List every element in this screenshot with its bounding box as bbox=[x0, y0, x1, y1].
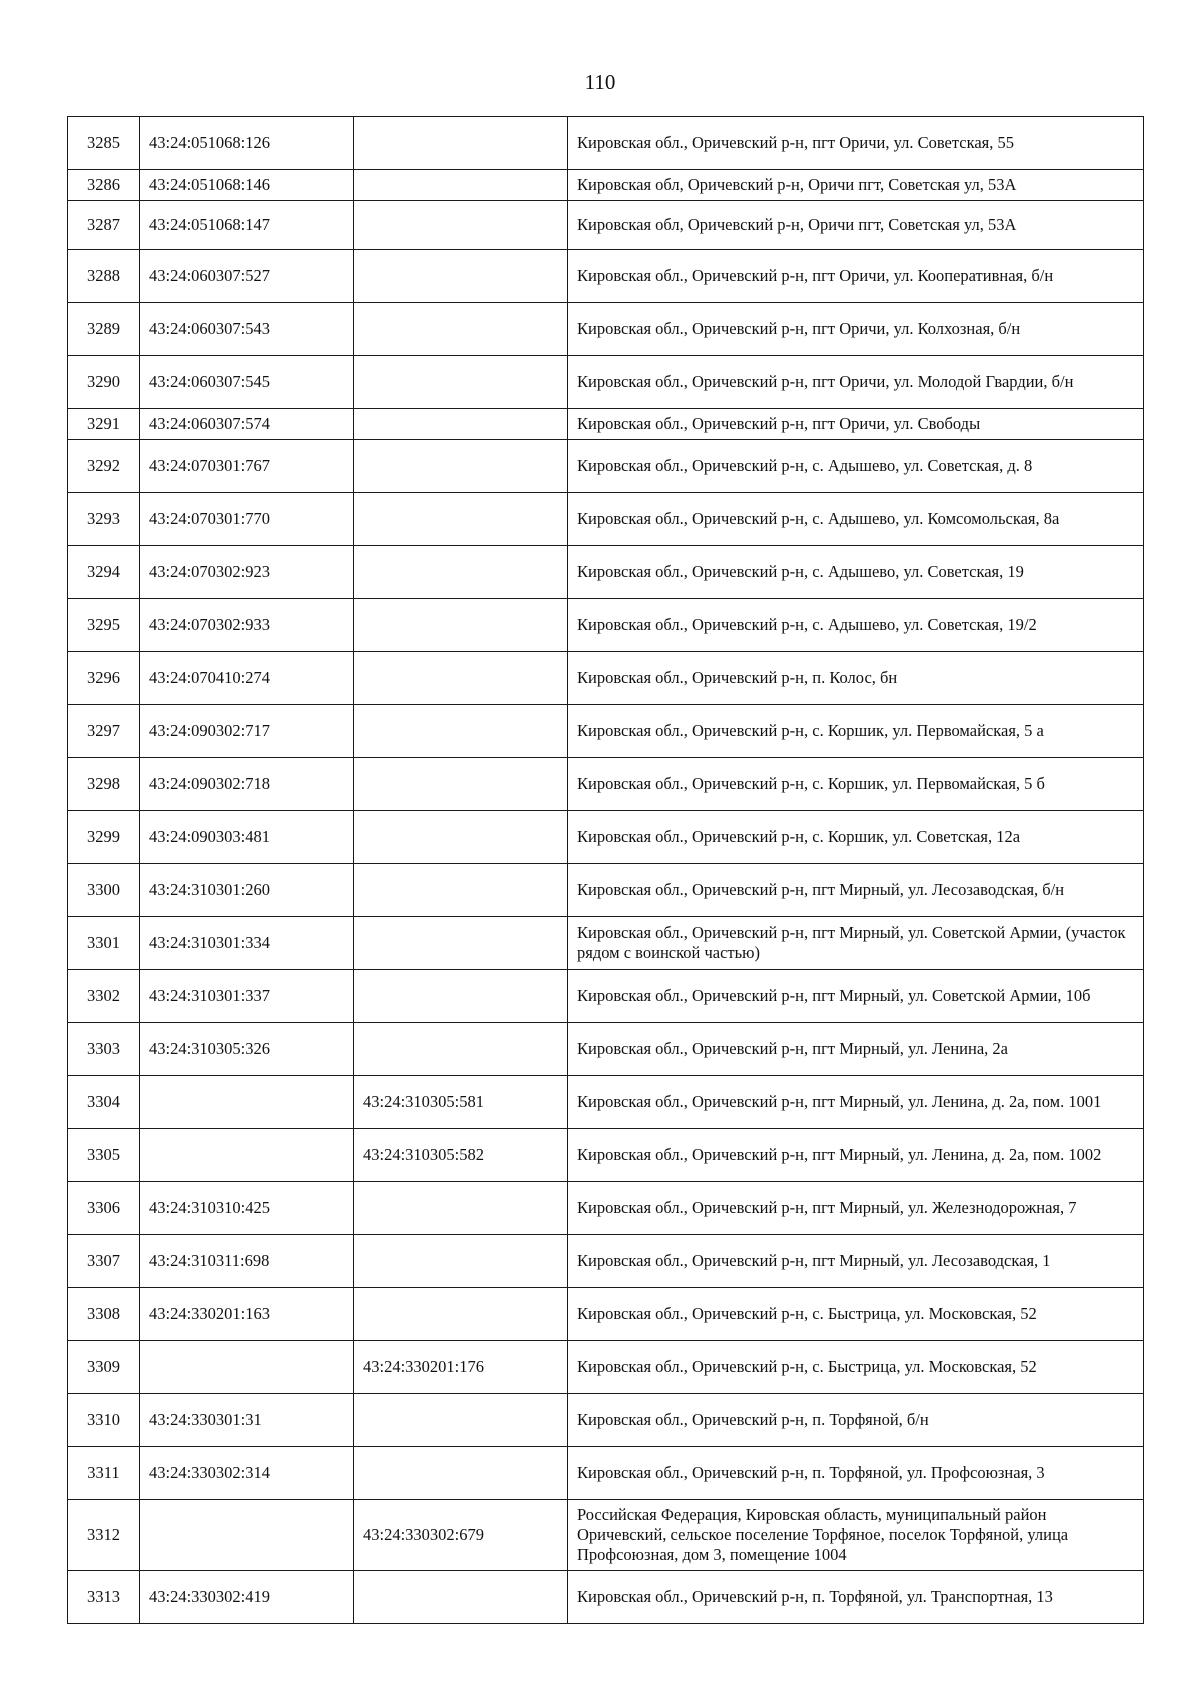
address-cell: Кировская обл., Оричевский р-н, п. Торфяной, ул. Транспортная, 13 bbox=[568, 1571, 1144, 1624]
cadastral-number-cell: 43:24:060307:527 bbox=[140, 250, 354, 303]
table-row bbox=[68, 1447, 1144, 1500]
table-row bbox=[68, 758, 1144, 811]
table-row bbox=[68, 1023, 1144, 1076]
table-row bbox=[68, 440, 1144, 493]
row-number-cell: 3305 bbox=[68, 1129, 140, 1182]
address-cell: Кировская обл., Оричевский р-н, пгт Мирный, ул. Лесозаводская, 1 bbox=[568, 1235, 1144, 1288]
registry-table-body bbox=[68, 117, 1144, 1624]
table-row bbox=[68, 170, 1144, 201]
premises-number-cell bbox=[354, 864, 568, 917]
row-number-cell: 3292 bbox=[68, 440, 140, 493]
table-row bbox=[68, 493, 1144, 546]
row-number-cell: 3309 bbox=[68, 1341, 140, 1394]
table-row bbox=[68, 303, 1144, 356]
cadastral-number-cell bbox=[140, 1341, 354, 1394]
address-cell: Кировская обл., Оричевский р-н, с. Коршик, ул. Первомайская, 5 б bbox=[568, 758, 1144, 811]
cadastral-number-cell: 43:24:310301:334 bbox=[140, 917, 354, 970]
table-row bbox=[68, 201, 1144, 250]
premises-number-cell bbox=[354, 652, 568, 705]
address-cell: Кировская обл., Оричевский р-н, пгт Мирный, ул. Советской Армии, 10б bbox=[568, 970, 1144, 1023]
cadastral-number-cell: 43:24:090302:717 bbox=[140, 705, 354, 758]
row-number-cell: 3307 bbox=[68, 1235, 140, 1288]
premises-number-cell bbox=[354, 758, 568, 811]
premises-number-cell bbox=[354, 546, 568, 599]
address-cell: Кировская обл., Оричевский р-н, пгт Оричи, ул. Колхозная, б/н bbox=[568, 303, 1144, 356]
premises-number-cell bbox=[354, 1235, 568, 1288]
address-cell: Кировская обл., Оричевский р-н, с. Адышево, ул. Советская, 19/2 bbox=[568, 599, 1144, 652]
address-cell: Кировская обл., Оричевский р-н, пгт Мирный, ул. Советской Армии, (участок рядом с воинской частью) bbox=[568, 917, 1144, 970]
cadastral-number-cell: 43:24:051068:147 bbox=[140, 201, 354, 250]
cadastral-number-cell: 43:24:090302:718 bbox=[140, 758, 354, 811]
cadastral-number-cell: 43:24:330302:419 bbox=[140, 1571, 354, 1624]
cadastral-number-cell: 43:24:310301:260 bbox=[140, 864, 354, 917]
address-cell: Кировская обл., Оричевский р-н, пгт Мирный, ул. Ленина, д. 2а, пом. 1001 bbox=[568, 1076, 1144, 1129]
address-cell: Кировская обл., Оричевский р-н, с. Адышево, ул. Комсомольская, 8а bbox=[568, 493, 1144, 546]
registry-table bbox=[67, 116, 1144, 1624]
address-cell: Кировская обл., Оричевский р-н, п. Колос, бн bbox=[568, 652, 1144, 705]
row-number-cell: 3296 bbox=[68, 652, 140, 705]
row-number-cell: 3285 bbox=[68, 117, 140, 170]
table-row bbox=[68, 1394, 1144, 1447]
premises-number-cell bbox=[354, 356, 568, 409]
row-number-cell: 3313 bbox=[68, 1571, 140, 1624]
cadastral-number-cell bbox=[140, 1500, 354, 1571]
row-number-cell: 3303 bbox=[68, 1023, 140, 1076]
table-row bbox=[68, 117, 1144, 170]
address-cell: Кировская обл., Оричевский р-н, пгт Мирный, ул. Железнодорожная, 7 bbox=[568, 1182, 1144, 1235]
address-cell: Кировская обл., Оричевский р-н, п. Торфяной, б/н bbox=[568, 1394, 1144, 1447]
row-number-cell: 3291 bbox=[68, 409, 140, 440]
address-cell: Кировская обл., Оричевский р-н, с. Коршик, ул. Советская, 12а bbox=[568, 811, 1144, 864]
cadastral-number-cell: 43:24:310305:326 bbox=[140, 1023, 354, 1076]
table-row bbox=[68, 1235, 1144, 1288]
row-number-cell: 3310 bbox=[68, 1394, 140, 1447]
premises-number-cell bbox=[354, 599, 568, 652]
premises-number-cell bbox=[354, 1182, 568, 1235]
premises-number-cell bbox=[354, 970, 568, 1023]
cadastral-number-cell: 43:24:330302:314 bbox=[140, 1447, 354, 1500]
premises-number-cell bbox=[354, 117, 568, 170]
row-number-cell: 3298 bbox=[68, 758, 140, 811]
row-number-cell: 3306 bbox=[68, 1182, 140, 1235]
premises-number-cell bbox=[354, 170, 568, 201]
address-cell: Кировская обл., Оричевский р-н, пгт Оричи, ул. Молодой Гвардии, б/н bbox=[568, 356, 1144, 409]
row-number-cell: 3312 bbox=[68, 1500, 140, 1571]
cadastral-number-cell: 43:24:330201:163 bbox=[140, 1288, 354, 1341]
premises-number-cell bbox=[354, 493, 568, 546]
premises-number-cell bbox=[354, 1023, 568, 1076]
address-cell: Кировская обл., Оричевский р-н, пгт Мирный, ул. Ленина, 2а bbox=[568, 1023, 1144, 1076]
table-row bbox=[68, 1341, 1144, 1394]
premises-number-cell bbox=[354, 917, 568, 970]
address-cell: Кировская обл., Оричевский р-н, с. Адышево, ул. Советская, д. 8 bbox=[568, 440, 1144, 493]
row-number-cell: 3288 bbox=[68, 250, 140, 303]
table-row bbox=[68, 811, 1144, 864]
cadastral-number-cell: 43:24:310310:425 bbox=[140, 1182, 354, 1235]
premises-number-cell bbox=[354, 201, 568, 250]
premises-number-cell bbox=[354, 440, 568, 493]
address-cell: Кировская обл, Оричевский р-н, Оричи пгт, Советская ул, 53А bbox=[568, 201, 1144, 250]
address-cell: Российская Федерация, Кировская область, муниципальный район Оричевский, сельское поселение Торфяное, поселок Торфяной, улица Профсоюзная, дом 3, помещение 1004 bbox=[568, 1500, 1144, 1571]
row-number-cell: 3304 bbox=[68, 1076, 140, 1129]
address-cell: Кировская обл., Оричевский р-н, п. Торфяной, ул. Профсоюзная, 3 bbox=[568, 1447, 1144, 1500]
row-number-cell: 3297 bbox=[68, 705, 140, 758]
table-row bbox=[68, 652, 1144, 705]
table-row bbox=[68, 705, 1144, 758]
table-row bbox=[68, 1571, 1144, 1624]
premises-number-cell bbox=[354, 1571, 568, 1624]
cadastral-number-cell: 43:24:070302:933 bbox=[140, 599, 354, 652]
cadastral-number-cell bbox=[140, 1076, 354, 1129]
table-row bbox=[68, 970, 1144, 1023]
cadastral-number-cell: 43:24:330301:31 bbox=[140, 1394, 354, 1447]
premises-number-cell: 43:24:330201:176 bbox=[354, 1341, 568, 1394]
row-number-cell: 3302 bbox=[68, 970, 140, 1023]
premises-number-cell bbox=[354, 303, 568, 356]
row-number-cell: 3293 bbox=[68, 493, 140, 546]
table-row bbox=[68, 1129, 1144, 1182]
address-cell: Кировская обл., Оричевский р-н, пгт Оричи, ул. Свободы bbox=[568, 409, 1144, 440]
address-cell: Кировская обл., Оричевский р-н, пгт Оричи, ул. Кооперативная, б/н bbox=[568, 250, 1144, 303]
cadastral-number-cell: 43:24:070410:274 bbox=[140, 652, 354, 705]
premises-number-cell: 43:24:310305:581 bbox=[354, 1076, 568, 1129]
cadastral-number-cell: 43:24:070301:767 bbox=[140, 440, 354, 493]
address-cell: Кировская обл., Оричевский р-н, с. Адышево, ул. Советская, 19 bbox=[568, 546, 1144, 599]
table-row bbox=[68, 1500, 1144, 1571]
table-row bbox=[68, 1076, 1144, 1129]
row-number-cell: 3299 bbox=[68, 811, 140, 864]
cadastral-number-cell: 43:24:310311:698 bbox=[140, 1235, 354, 1288]
address-cell: Кировская обл, Оричевский р-н, Оричи пгт, Советская ул, 53А bbox=[568, 170, 1144, 201]
cadastral-number-cell: 43:24:060307:574 bbox=[140, 409, 354, 440]
row-number-cell: 3287 bbox=[68, 201, 140, 250]
address-cell: Кировская обл., Оричевский р-н, с. Быстрица, ул. Московская, 52 bbox=[568, 1341, 1144, 1394]
table-row bbox=[68, 917, 1144, 970]
cadastral-number-cell bbox=[140, 1129, 354, 1182]
premises-number-cell: 43:24:330302:679 bbox=[354, 1500, 568, 1571]
cadastral-number-cell: 43:24:070302:923 bbox=[140, 546, 354, 599]
premises-number-cell bbox=[354, 1447, 568, 1500]
address-cell: Кировская обл., Оричевский р-н, пгт Мирный, ул. Ленина, д. 2а, пом. 1002 bbox=[568, 1129, 1144, 1182]
row-number-cell: 3301 bbox=[68, 917, 140, 970]
table-row bbox=[68, 1182, 1144, 1235]
premises-number-cell bbox=[354, 811, 568, 864]
table-row bbox=[68, 864, 1144, 917]
cadastral-number-cell: 43:24:310301:337 bbox=[140, 970, 354, 1023]
cadastral-number-cell: 43:24:051068:146 bbox=[140, 170, 354, 201]
table-row bbox=[68, 409, 1144, 440]
premises-number-cell bbox=[354, 1288, 568, 1341]
table-row bbox=[68, 250, 1144, 303]
table-row bbox=[68, 599, 1144, 652]
cadastral-number-cell: 43:24:090303:481 bbox=[140, 811, 354, 864]
address-cell: Кировская обл., Оричевский р-н, пгт Мирный, ул. Лесозаводская, б/н bbox=[568, 864, 1144, 917]
cadastral-number-cell: 43:24:051068:126 bbox=[140, 117, 354, 170]
row-number-cell: 3300 bbox=[68, 864, 140, 917]
premises-number-cell bbox=[354, 1394, 568, 1447]
premises-number-cell bbox=[354, 705, 568, 758]
premises-number-cell bbox=[354, 409, 568, 440]
address-cell: Кировская обл., Оричевский р-н, пгт Оричи, ул. Советская, 55 bbox=[568, 117, 1144, 170]
row-number-cell: 3308 bbox=[68, 1288, 140, 1341]
cadastral-number-cell: 43:24:070301:770 bbox=[140, 493, 354, 546]
premises-number-cell: 43:24:310305:582 bbox=[354, 1129, 568, 1182]
cadastral-number-cell: 43:24:060307:543 bbox=[140, 303, 354, 356]
row-number-cell: 3311 bbox=[68, 1447, 140, 1500]
address-cell: Кировская обл., Оричевский р-н, с. Быстрица, ул. Московская, 52 bbox=[568, 1288, 1144, 1341]
table-row bbox=[68, 356, 1144, 409]
address-cell: Кировская обл., Оричевский р-н, с. Коршик, ул. Первомайская, 5 а bbox=[568, 705, 1144, 758]
row-number-cell: 3290 bbox=[68, 356, 140, 409]
row-number-cell: 3289 bbox=[68, 303, 140, 356]
cadastral-number-cell: 43:24:060307:545 bbox=[140, 356, 354, 409]
row-number-cell: 3294 bbox=[68, 546, 140, 599]
page-number: 110 bbox=[584, 70, 616, 94]
row-number-cell: 3295 bbox=[68, 599, 140, 652]
table-row bbox=[68, 546, 1144, 599]
row-number-cell: 3286 bbox=[68, 170, 140, 201]
table-row bbox=[68, 1288, 1144, 1341]
premises-number-cell bbox=[354, 250, 568, 303]
